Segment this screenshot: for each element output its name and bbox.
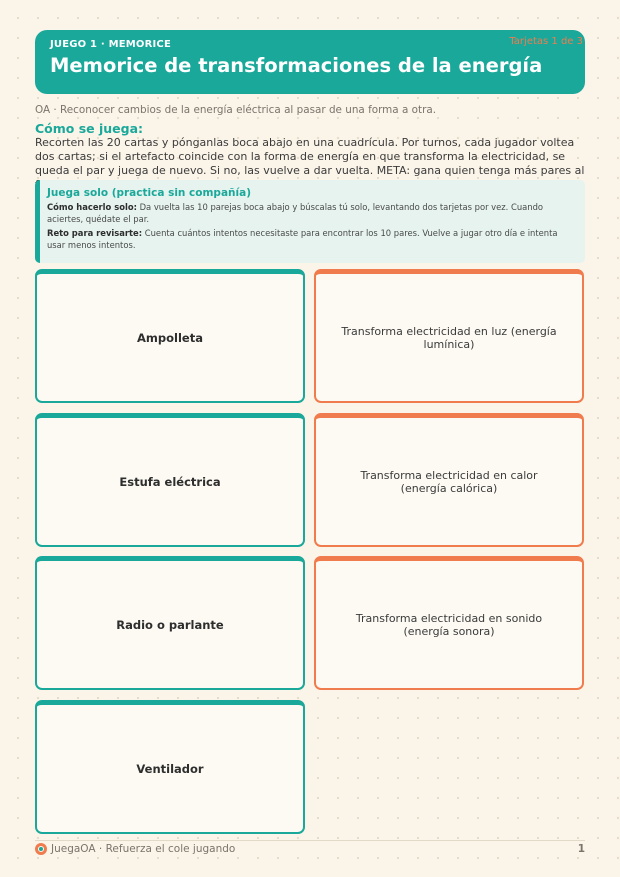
page-header xyxy=(35,30,585,94)
footer-brand: JuegaOA · Refuerza el cole jugando xyxy=(51,843,236,855)
how-to-play-heading: Cómo se juega: xyxy=(35,121,144,136)
card-energy-calor xyxy=(314,413,584,547)
card-device-ventilador xyxy=(35,700,305,834)
card-label: Ampolleta xyxy=(137,330,203,345)
page-title: Memorice de transformaciones de la energía xyxy=(50,54,543,77)
card-energy-luz xyxy=(314,269,584,403)
card-device-radio xyxy=(35,556,305,690)
solo-play-heading: Juega solo (practica sin compañía) xyxy=(47,187,251,199)
card-device-estufa xyxy=(35,413,305,547)
card-label: Transforma electricidad en sonido (energía sonora) xyxy=(355,611,543,638)
card-label: Ventilador xyxy=(136,761,204,776)
page-number: 1 xyxy=(577,843,585,855)
learning-objective: OA · Reconocer cambios de la energía eléctrica al pasar de una forma a otra. xyxy=(35,104,437,116)
card-label: Transforma electricidad en luz (energía lumínica) xyxy=(341,324,557,351)
solo-how-label: Cómo hacerlo solo: xyxy=(47,202,137,212)
how-to-play-text: Recorten las 20 cartas y pónganlas boca abajo en una cuadrícula. Por turnos, cada jugador voltea dos cartas; si el artefacto coincide con la forma de energía en que transforma la electricidad, se queda el par y juega de nuevo. Si no, las vuelve a dar vuelta. META: gana quien tenga más pares al xyxy=(35,136,585,177)
solo-challenge-text: Cuenta cuántos intentos necesitaste para encontrar los 10 pares. Vuelve a jugar otro día e intenta usar menos intentos. xyxy=(47,228,558,250)
footer-divider xyxy=(35,840,585,841)
brand-logo-icon xyxy=(35,843,47,855)
solo-challenge-paragraph xyxy=(47,228,575,251)
card-sheet-indicator: Tarjetas 1 de 3 xyxy=(509,36,583,47)
solo-challenge-label: Reto para revisarte: xyxy=(47,228,143,238)
solo-play-box xyxy=(35,180,585,263)
card-label: Transforma electricidad en calor (energía calórica) xyxy=(360,468,538,495)
game-kicker: JUEGO 1 · MEMORICE xyxy=(50,39,172,50)
card-energy-sonido xyxy=(314,556,584,690)
card-label: Radio o parlante xyxy=(116,617,224,632)
solo-how-paragraph xyxy=(47,202,575,225)
solo-how-text: Da vuelta las 10 parejas boca abajo y búscalas tú solo, levantando dos tarjetas por vez. Cuando aciertes, quédate el par. xyxy=(47,202,544,224)
card-label: Estufa eléctrica xyxy=(119,474,221,489)
card-device-ampolleta xyxy=(35,269,305,403)
